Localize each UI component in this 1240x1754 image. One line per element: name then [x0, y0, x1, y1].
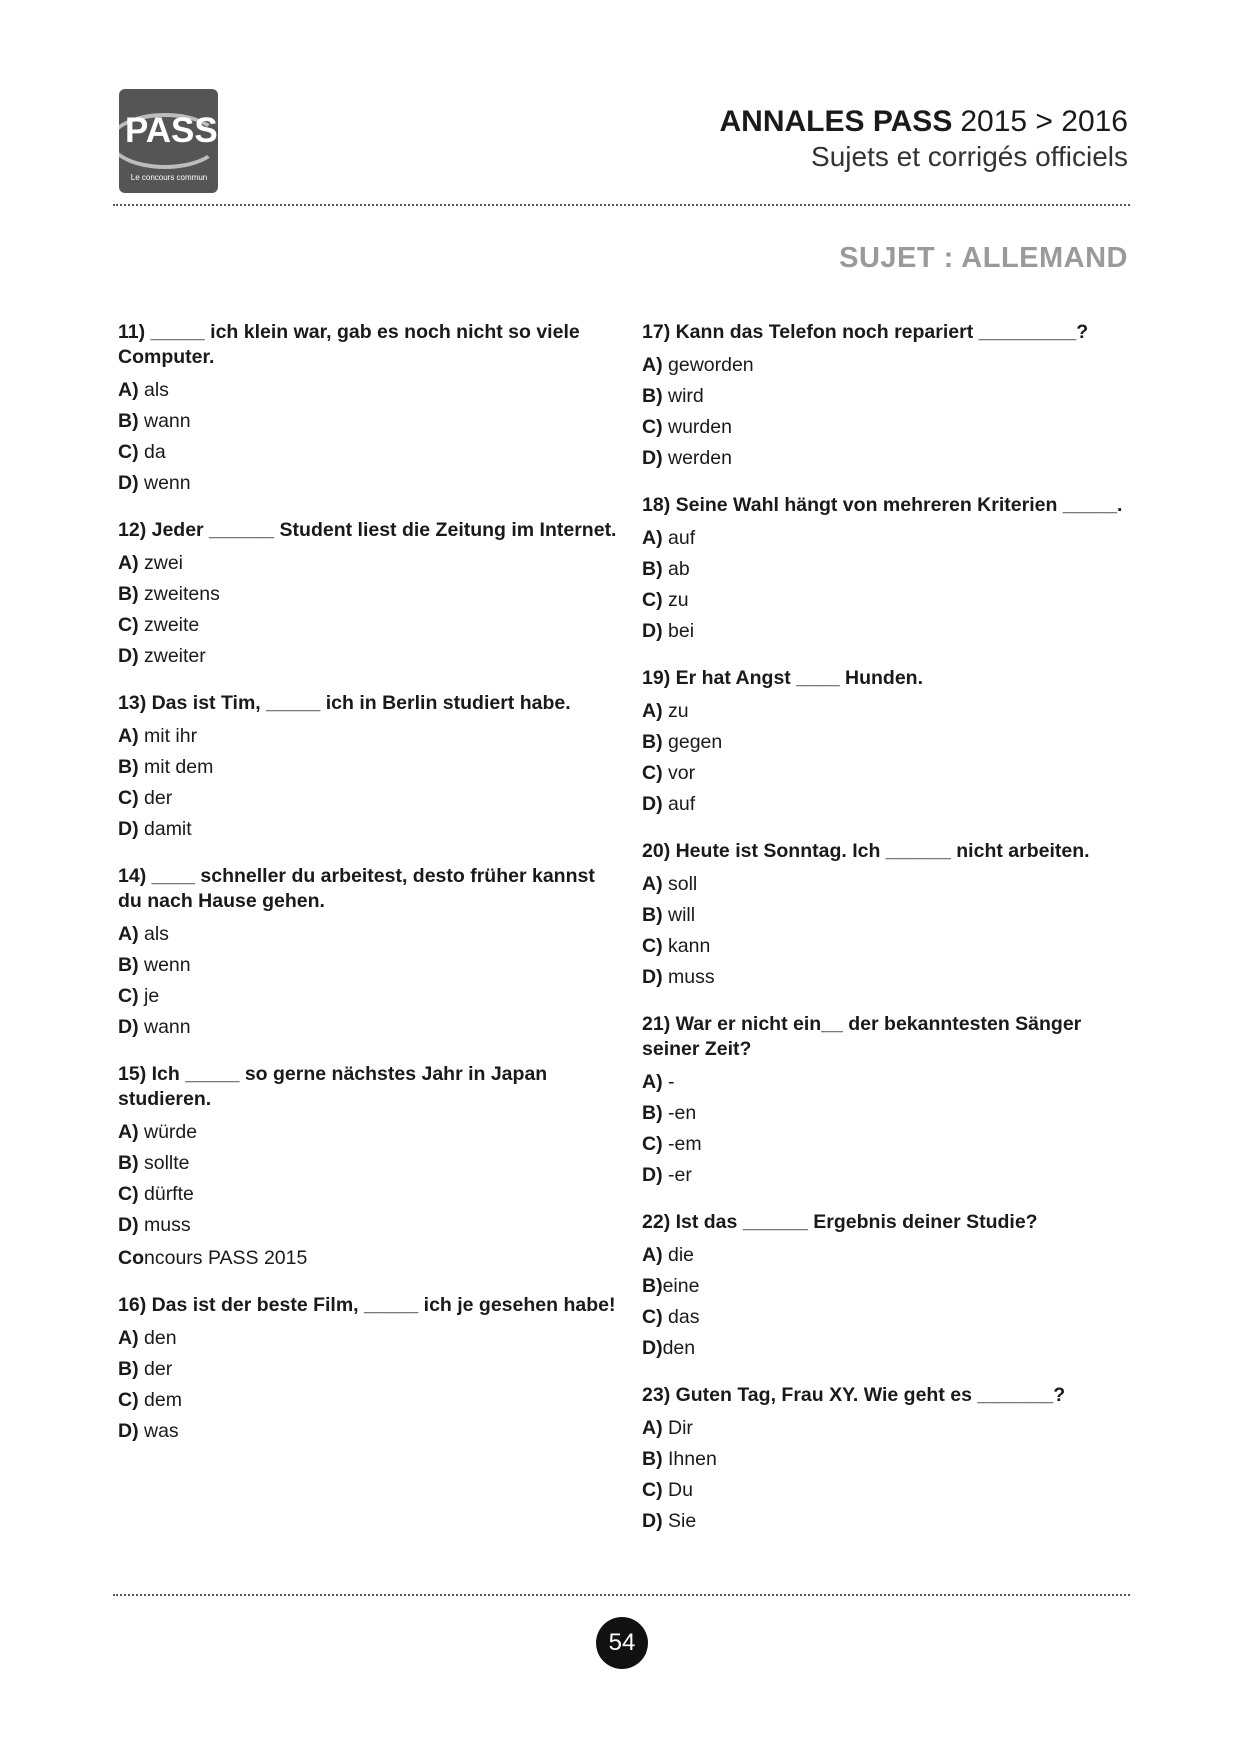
option-text: muss: [668, 966, 715, 988]
option-text: kann: [668, 935, 711, 957]
answer-option: [118, 1354, 618, 1385]
option-label: D): [642, 1510, 663, 1532]
answer-option: [118, 721, 618, 752]
option-text: gegen: [668, 731, 723, 753]
answer-option: [642, 789, 1132, 820]
option-text: dem: [144, 1389, 182, 1411]
option-text: -: [668, 1071, 675, 1093]
option-label: A): [118, 1327, 139, 1349]
header-title-block: [720, 104, 1128, 174]
question-block: [118, 864, 618, 1043]
option-text: den: [662, 1337, 696, 1359]
option-text: Dir: [668, 1417, 693, 1439]
question-text: 17) Kann das Telefon noch repariert _________?: [642, 321, 1089, 343]
option-text: geworden: [668, 354, 754, 376]
answer-option: [118, 1385, 618, 1416]
option-label: A): [118, 923, 139, 945]
option-label: D): [118, 472, 139, 494]
question-text: 16) Das ist der beste Film, _____ ich je gesehen habe!: [118, 1294, 616, 1316]
option-text: die: [668, 1244, 695, 1266]
option-text: mit ihr: [144, 725, 198, 747]
answer-option: [118, 1210, 618, 1241]
header-years: 2015 > 2016: [960, 105, 1128, 138]
option-label: B): [642, 731, 663, 753]
question-block: [642, 839, 1132, 993]
answer-option: [642, 1129, 1132, 1160]
answer-option: [118, 814, 618, 845]
option-label: D): [118, 818, 139, 840]
answer-option: [642, 1333, 1132, 1364]
question-text: 20) Heute ist Sonntag. Ich ______ nicht arbeiten.: [642, 840, 1090, 862]
option-text: dürfte: [144, 1183, 194, 1205]
option-text: zweiter: [144, 645, 206, 667]
subject-heading: SUJET : ALLEMAND: [839, 242, 1128, 274]
option-text: wenn: [144, 954, 191, 976]
option-label: A): [642, 873, 663, 895]
source-note: [118, 1243, 618, 1274]
option-text: als: [144, 923, 169, 945]
question-text: 18) Seine Wahl hängt von mehreren Kriterien _____.: [642, 494, 1123, 516]
option-label: C): [118, 985, 139, 1007]
option-label: C): [642, 589, 663, 611]
answer-option: [118, 981, 618, 1012]
option-text: -en: [668, 1102, 697, 1124]
option-text: zwei: [144, 552, 184, 574]
answer-option: [642, 869, 1132, 900]
option-text: wurden: [668, 416, 732, 438]
question-text: 22) Ist das ______ Ergebnis deiner Studie?: [642, 1211, 1038, 1233]
answer-option: [118, 406, 618, 437]
answer-option: [118, 1179, 618, 1210]
answer-option: [642, 412, 1132, 443]
answer-option: [642, 585, 1132, 616]
option-text: bei: [668, 620, 695, 642]
answer-option: [642, 1240, 1132, 1271]
answer-option: [642, 962, 1132, 993]
answer-option: [642, 381, 1132, 412]
logo-text: PASS: [125, 111, 218, 150]
option-label: A): [642, 1071, 663, 1093]
question-block: [642, 493, 1132, 647]
option-text: wann: [144, 410, 191, 432]
answer-option: [118, 1148, 618, 1179]
question-block: [118, 1293, 618, 1447]
answer-option: [118, 752, 618, 783]
question-text: 11) _____ ich klein war, gab es noch nicht so viele Computer.: [118, 321, 580, 368]
question-block: [118, 518, 618, 672]
option-label: C): [642, 935, 663, 957]
option-label: A): [118, 552, 139, 574]
header-brand: ANNALES PASS: [719, 105, 953, 138]
option-label: B): [118, 1152, 139, 1174]
answer-option: [118, 1117, 618, 1148]
question-block: [118, 691, 618, 845]
question-block: [642, 1383, 1132, 1537]
option-text: soll: [668, 873, 698, 895]
option-label: A): [118, 725, 139, 747]
question-block: [642, 666, 1132, 820]
option-text: eine: [662, 1275, 700, 1297]
option-label: A): [642, 527, 663, 549]
option-text: muss: [144, 1214, 191, 1236]
option-text: auf: [668, 527, 696, 549]
right-question-column: [642, 320, 1132, 1556]
option-text: Du: [668, 1479, 693, 1501]
answer-option: [118, 579, 618, 610]
source-note-bold: Co: [118, 1247, 144, 1269]
question-text: 15) Ich _____ so gerne nächstes Jahr in Japan studieren.: [118, 1063, 548, 1110]
option-text: der: [144, 1358, 173, 1380]
option-label: A): [642, 1417, 663, 1439]
option-text: da: [144, 441, 166, 463]
answer-option: [642, 616, 1132, 647]
option-text: sollte: [144, 1152, 190, 1174]
option-label: C): [118, 1389, 139, 1411]
option-label: C): [642, 1479, 663, 1501]
option-label: A): [642, 700, 663, 722]
option-text: Sie: [668, 1510, 697, 1532]
question-text: 12) Jeder ______ Student liest die Zeitung im Internet.: [118, 519, 617, 541]
option-label: D): [118, 1016, 139, 1038]
answer-option: [642, 350, 1132, 381]
option-label: D): [642, 1164, 663, 1186]
option-label: A): [118, 1121, 139, 1143]
option-label: D): [642, 620, 663, 642]
option-text: will: [668, 904, 696, 926]
option-text: zweite: [144, 614, 200, 636]
answer-option: [642, 1160, 1132, 1191]
option-text: als: [144, 379, 169, 401]
answer-option: [642, 443, 1132, 474]
answer-option: [118, 919, 618, 950]
option-text: wann: [144, 1016, 191, 1038]
question-text: 13) Das ist Tim, _____ ich in Berlin studiert habe.: [118, 692, 571, 714]
option-label: B): [642, 1275, 663, 1297]
option-label: C): [642, 1133, 663, 1155]
option-text: auf: [668, 793, 696, 815]
answer-option: [642, 1475, 1132, 1506]
option-label: B): [642, 385, 663, 407]
left-question-column: [118, 320, 618, 1466]
option-label: D): [118, 645, 139, 667]
answer-option: [642, 554, 1132, 585]
option-label: D): [642, 793, 663, 815]
question-block: [118, 320, 618, 499]
answer-option: [118, 610, 618, 641]
option-label: C): [118, 1183, 139, 1205]
option-text: werden: [668, 447, 732, 469]
option-label: D): [118, 1214, 139, 1236]
option-label: B): [118, 410, 139, 432]
option-label: D): [118, 1420, 139, 1442]
option-label: B): [642, 1448, 663, 1470]
option-label: D): [642, 1337, 663, 1359]
question-text: 19) Er hat Angst ____ Hunden.: [642, 667, 924, 689]
answer-option: [118, 468, 618, 499]
option-label: C): [642, 416, 663, 438]
answer-option: [642, 1506, 1132, 1537]
answer-option: [642, 1067, 1132, 1098]
option-text: je: [144, 985, 160, 1007]
option-text: mit dem: [144, 756, 214, 778]
option-text: damit: [144, 818, 192, 840]
option-label: B): [118, 583, 139, 605]
header-subtitle: Sujets et corrigés officiels: [811, 141, 1128, 172]
answer-option: [642, 900, 1132, 931]
option-text: vor: [668, 762, 696, 784]
answer-option: [118, 641, 618, 672]
option-label: C): [118, 614, 139, 636]
option-label: B): [642, 904, 663, 926]
option-text: ab: [668, 558, 690, 580]
question-block: [118, 1062, 618, 1274]
option-text: zu: [668, 589, 689, 611]
option-text: wenn: [144, 472, 191, 494]
option-text: den: [144, 1327, 177, 1349]
option-label: C): [642, 1306, 663, 1328]
option-label: A): [642, 1244, 663, 1266]
header-title: [720, 104, 1128, 140]
option-text: Ihnen: [668, 1448, 717, 1470]
question-text: 14) ____ schneller du arbeitest, desto früher kannst du nach Hause gehen.: [118, 865, 595, 912]
top-divider: [113, 204, 1130, 206]
option-text: das: [668, 1306, 700, 1328]
option-label: A): [118, 379, 139, 401]
answer-option: [642, 1098, 1132, 1129]
option-label: A): [642, 354, 663, 376]
answer-option: [642, 758, 1132, 789]
option-label: B): [118, 954, 139, 976]
option-label: C): [118, 787, 139, 809]
option-text: -er: [668, 1164, 692, 1186]
option-label: B): [642, 558, 663, 580]
option-text: was: [144, 1420, 179, 1442]
page-number: 54: [596, 1617, 648, 1669]
answer-option: [118, 950, 618, 981]
option-text: wird: [668, 385, 704, 407]
answer-option: [118, 1416, 618, 1447]
option-text: zu: [668, 700, 689, 722]
answer-option: [118, 437, 618, 468]
answer-option: [642, 1444, 1132, 1475]
option-label: B): [118, 1358, 139, 1380]
option-text: würde: [144, 1121, 198, 1143]
answer-option: [118, 783, 618, 814]
option-label: C): [118, 441, 139, 463]
option-label: B): [642, 1102, 663, 1124]
pass-logo: [119, 89, 218, 193]
bottom-divider: [113, 1594, 1130, 1596]
question-block: [642, 320, 1132, 474]
answer-option: [118, 1323, 618, 1354]
answer-option: [642, 696, 1132, 727]
answer-option: [642, 523, 1132, 554]
option-text: -em: [668, 1133, 702, 1155]
option-label: D): [642, 447, 663, 469]
answer-option: [118, 375, 618, 406]
option-label: C): [642, 762, 663, 784]
option-label: B): [118, 756, 139, 778]
answer-option: [642, 1413, 1132, 1444]
answer-option: [642, 1302, 1132, 1333]
answer-option: [118, 1012, 618, 1043]
option-text: zweitens: [144, 583, 220, 605]
option-label: D): [642, 966, 663, 988]
question-block: [642, 1210, 1132, 1364]
option-text: der: [144, 787, 173, 809]
question-text: 21) War er nicht ein__ der bekanntesten Sänger seiner Zeit?: [642, 1013, 1082, 1060]
logo-tagline: Le concours commun: [130, 173, 208, 182]
answer-option: [642, 1271, 1132, 1302]
source-note-rest: ncours PASS 2015: [144, 1247, 308, 1269]
answer-option: [642, 931, 1132, 962]
answer-option: [118, 548, 618, 579]
question-text: 23) Guten Tag, Frau XY. Wie geht es _______?: [642, 1384, 1066, 1406]
answer-option: [642, 727, 1132, 758]
question-block: [642, 1012, 1132, 1191]
